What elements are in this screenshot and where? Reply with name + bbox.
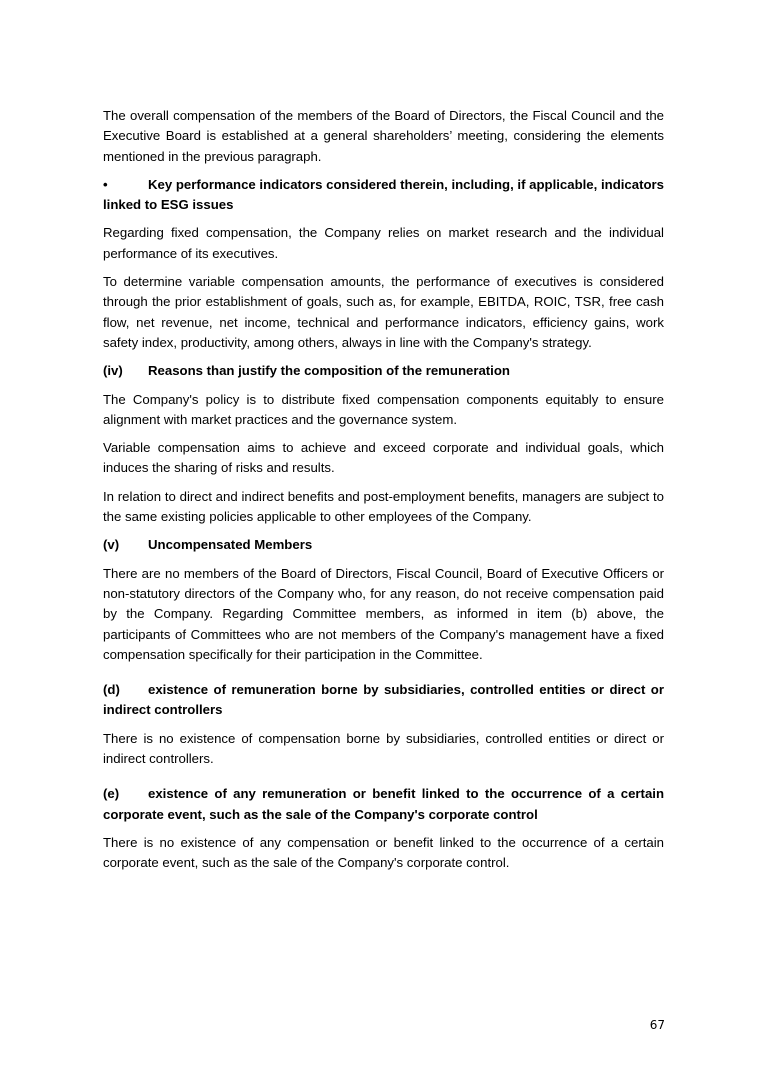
paragraph-no-subsidiary-compensation: There is no existence of compensation borne by subsidiaries, controlled entities or direct or indirect controllers. [103,730,664,767]
heading-e-text: existence of any remuneration or benefit linked to the occurrence of a certain corporate event, such as the sale of the Company's corporate control [103,786,664,822]
paragraph-no-uncompensated-members: There are no members of the Board of Directors, Fiscal Council, Board of Executive Officers or non-statutory directors of the Company who, for any reason, do not receive compensation paid by the Company. Regarding Committee members, as informed in item (b) above, the participants of Committees who are not members of the Company's management have a fixed compensation specifically for their participation in the Committee. [103,565,664,662]
heading-marker-iv: (iv) [103,363,123,379]
heading-kpi-text: Key performance indicators considered therein, including, if applicable, indicators linked to ESG issues [103,176,664,213]
heading-reasons-composition [103,361,664,381]
heading-key-performance-indicators [103,175,664,216]
paragraph-no-corporate-event-compensation: There is no existence of any compensation or benefit linked to the occurrence of a certain corporate event, such as the sale of the Company's corporate control. [103,834,664,871]
paragraph-variable-goals: Variable compensation aims to achieve and exceed corporate and individual goals, which induces the sharing of risks and results. [103,440,664,476]
paragraph-fixed-compensation: Regarding fixed compensation, the Company relies on market research and the individual performance of its executives. [103,225,664,261]
page-number: 67 [649,1018,665,1032]
heading-v-text: Uncompensated Members [148,537,313,553]
heading-uncompensated-members [103,535,664,555]
bullet-marker: • [103,176,108,192]
heading-remuneration-subsidiaries [103,680,664,721]
paragraph-variable-compensation: To determine variable compensation amounts, the performance of executives is considered through the prior establishment of goals, such as, for example, EBITDA, ROIC, TSR, free cash flow, net revenue, net income, technical and performance indicators, efficiency gains, work safety index, productivity, among others, always in line with the Company's strategy. [103,274,664,350]
heading-corporate-event-remuneration [103,784,664,825]
heading-marker-e: (e) [103,786,120,802]
paragraph-overall-compensation: The overall compensation of the members of the Board of Directors, the Fiscal Council and the Executive Board is established at a general shareholders’ meeting, considering the elements mentioned in the previous paragraph. [103,108,664,164]
heading-marker-d: (d) [103,682,120,698]
paragraph-benefits: In relation to direct and indirect benefits and post-employment benefits, managers are subject to the same existing policies applicable to other employees of the Company. [103,488,664,525]
heading-d-text: existence of remuneration borne by subsidiaries, controlled entities or direct or indirect controllers [103,682,664,718]
paragraph-company-policy: The Company's policy is to distribute fixed compensation components equitably to ensure alignment with market practices and the governance system. [103,391,664,427]
heading-marker-v: (v) [103,537,120,553]
heading-iv-text: Reasons than justify the composition of the remuneration [148,363,510,379]
page-body [103,106,664,882]
